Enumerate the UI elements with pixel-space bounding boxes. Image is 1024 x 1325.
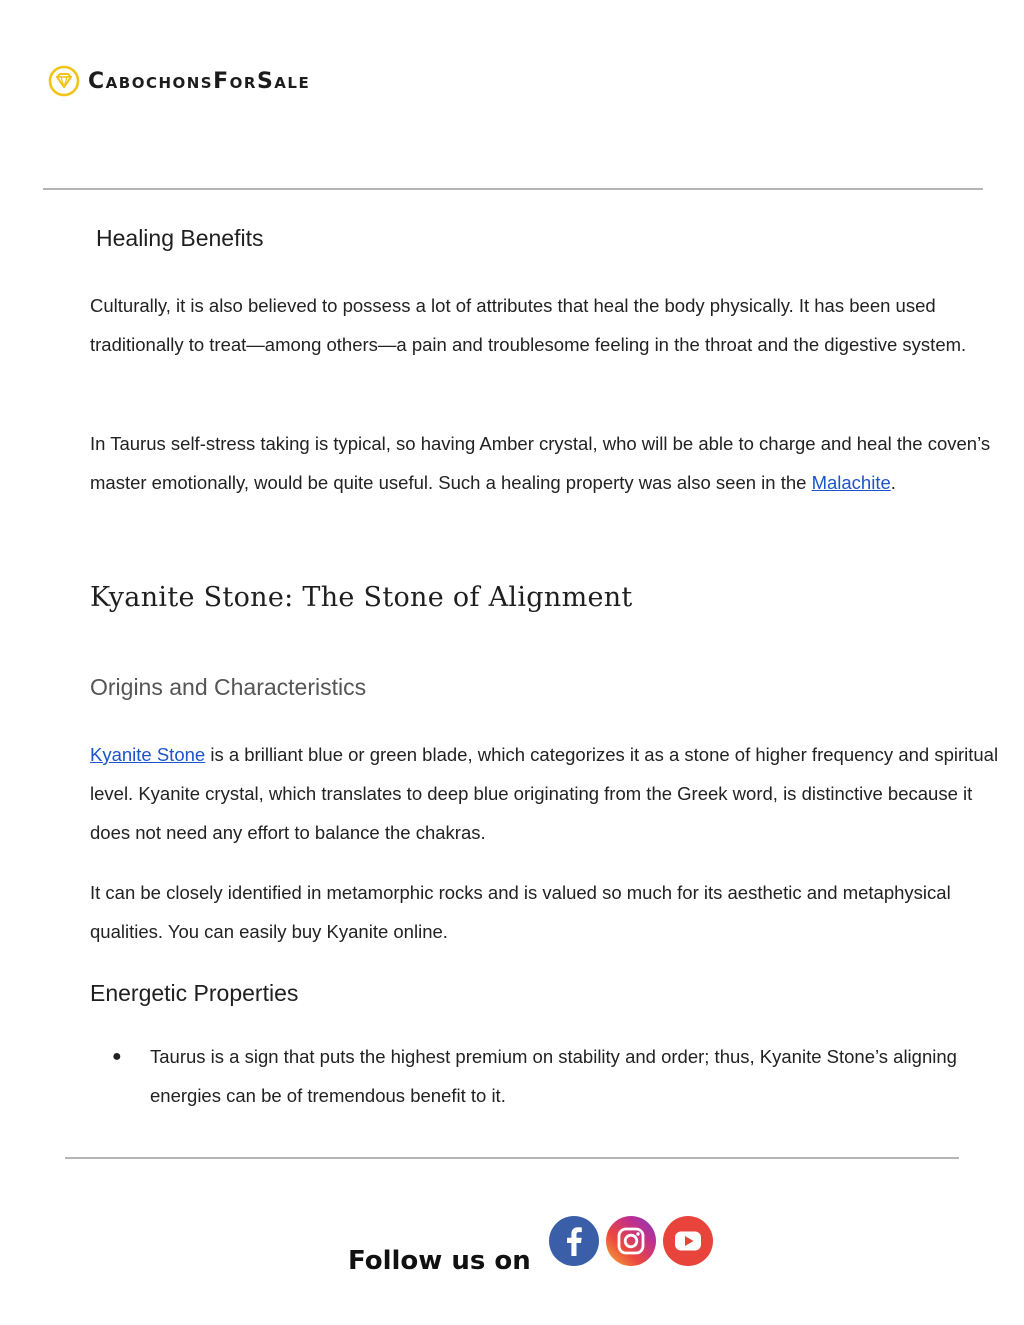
origins-paragraph-1	[90, 735, 1005, 852]
healing-paragraph-1: Culturally, it is also believed to possess a lot of attributes that heal the body physically. It has been used traditionally to treat—among others—a pain and troublesome feeling in the throat and the digestive system.	[90, 295, 967, 355]
origins-heading: Origins and Characteristics	[90, 674, 367, 700]
malachite-link[interactable]: Malachite	[811, 472, 891, 493]
energetic-bullet-list	[90, 1037, 990, 1115]
follow-us-text: Follow us on	[348, 1246, 531, 1276]
list-item	[90, 1037, 990, 1115]
list-item-text: Taurus is a sign that puts the highest premium on stability and order; thus, Kyanite Stone’s aligning energies can be of tremendous benefit to it.	[150, 1046, 957, 1106]
brand-logo[interactable]	[48, 65, 310, 97]
social-links	[549, 1216, 720, 1266]
instagram-icon[interactable]	[606, 1216, 656, 1266]
facebook-icon[interactable]	[549, 1216, 599, 1266]
top-divider	[43, 188, 983, 190]
brand-name: CabochonsForSale	[88, 68, 311, 94]
bullet-icon: ●	[112, 1048, 122, 1065]
bottom-divider	[65, 1157, 959, 1159]
youtube-icon[interactable]	[663, 1216, 713, 1266]
energetic-properties-heading: Energetic Properties	[90, 980, 299, 1006]
origins-paragraph-2: It can be closely identified in metamorphic rocks and is valued so much for its aesthetic and metaphysical qualities. You can easily buy Kyanite online.	[90, 882, 951, 942]
kyanite-section-title: Kyanite Stone: The Stone of Alignment	[90, 582, 633, 613]
healing-benefits-heading: Healing Benefits	[96, 225, 264, 251]
diamond-logo-icon	[48, 65, 80, 97]
healing-paragraph-2-end: .	[890, 472, 896, 493]
kyanite-stone-link[interactable]: Kyanite Stone	[90, 744, 206, 765]
healing-paragraph-2-text: In Taurus self-stress taking is typical, so having Amber crystal, who will be able to charge and heal the coven’s master emotionally, would be quite useful. Such a healing property was also seen in the	[90, 433, 991, 493]
social-footer	[348, 1216, 720, 1278]
origins-paragraph-1-text: is a brilliant blue or green blade, which categorizes it as a stone of higher frequency and spiritual level. Kyanite crystal, which translates to deep blue originating from the Greek word, is distinctive because it does not need any effort to balance the chakras.	[90, 744, 999, 843]
healing-paragraph-2	[90, 424, 1005, 502]
